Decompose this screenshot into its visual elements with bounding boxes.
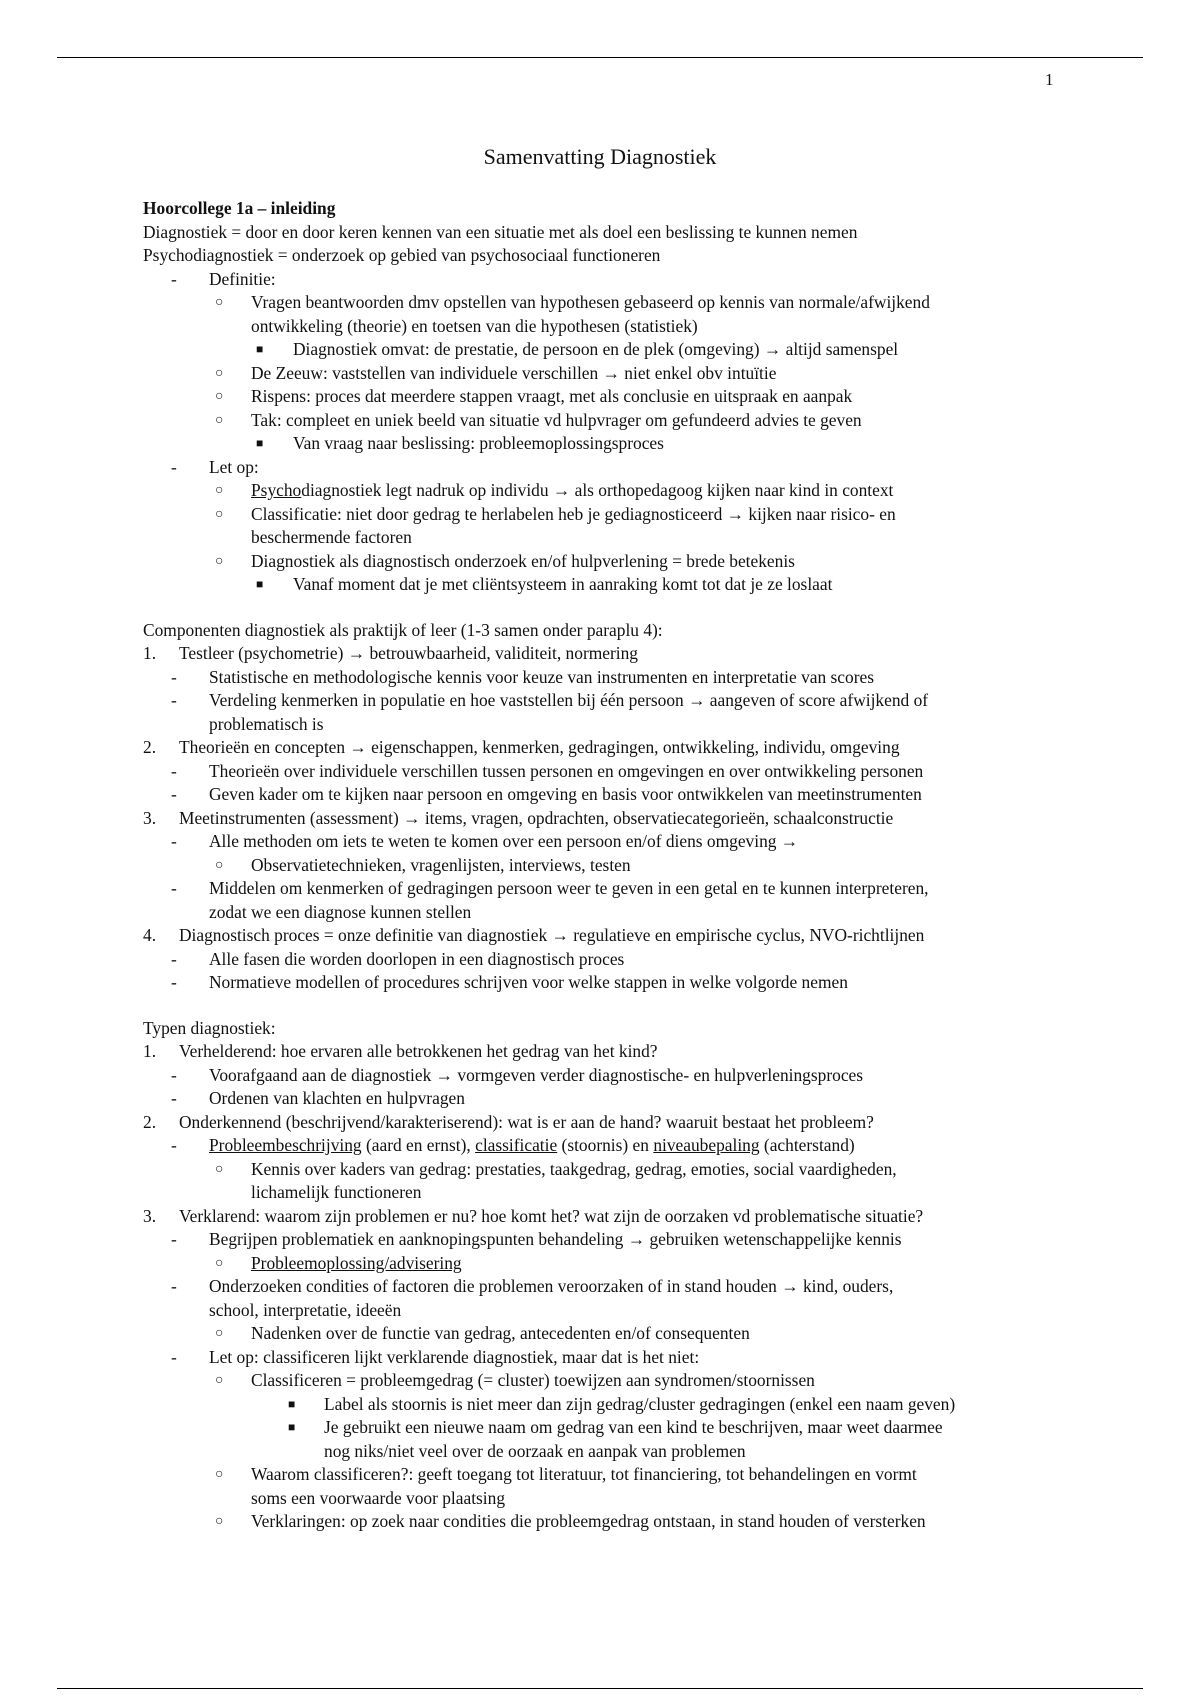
list-item	[143, 1416, 1143, 1440]
circle-bullet: ○	[215, 1255, 224, 1271]
dash-bullet: -	[171, 831, 177, 851]
list-item-continuation: school, interpretatie, ideeën	[209, 1299, 402, 1320]
list-item-text: diagnostiek legt nadruk op individu → als orthopedagoog kijken naar kind in context	[301, 480, 894, 500]
list-item-continuation: beschermende factoren	[251, 527, 412, 547]
list-item	[143, 1228, 1143, 1252]
dash-bullet: -	[171, 760, 177, 781]
list-item	[143, 385, 1143, 409]
dash-bullet: -	[171, 456, 177, 477]
list-item	[143, 409, 1143, 433]
list-item-text: Diagnostiek als diagnostisch onderzoek en/of hulpverlening = brede betekenis	[251, 550, 795, 571]
list-item	[143, 338, 1143, 362]
dash-bullet: -	[171, 268, 177, 289]
list-item-text: Classificatie: niet door gedrag te herlabelen heb je gediagnosticeerd → kijken naar risico- en	[251, 503, 896, 524]
item-number: 3.	[143, 807, 157, 828]
numbered-item	[143, 924, 1143, 948]
dash-bullet: -	[171, 1088, 177, 1108]
dash-bullet: -	[171, 1346, 177, 1367]
numbered-item	[143, 642, 1143, 666]
list-item	[143, 573, 1143, 597]
section-heading: Hoorcollege 1a – inleiding	[143, 198, 336, 218]
list-item-text: De Zeeuw: vaststellen van individuele verschillen → niet enkel obv intuïtie	[251, 362, 777, 383]
list-item-text: Geven kader om te kijken naar persoon en omgeving en basis voor ontwikkelen van meetinstrumenten	[209, 784, 922, 804]
dash-bullet: -	[171, 1135, 177, 1155]
list-item-text: Diagnostiek omvat: de prestatie, de persoon en de plek (omgeving) → altijd samenspel	[293, 339, 899, 359]
list-item	[143, 1134, 1143, 1158]
dash-bullet: -	[171, 690, 177, 710]
list-item-text: Middelen om kenmerken of gedragingen persoon weer te geven in een getal en te kunnen interpreteren,	[209, 878, 929, 898]
numbered-item	[143, 807, 1143, 831]
list-item	[143, 1158, 1143, 1182]
list-item	[143, 666, 1143, 690]
bottom-rule	[57, 1688, 1143, 1689]
document-title: Samenvatting Diagnostiek	[483, 144, 717, 169]
dash-bullet: -	[171, 666, 177, 687]
item-number: 1.	[143, 1041, 157, 1061]
list-item	[143, 854, 1143, 878]
list-item-text: Onderzoeken condities of factoren die problemen veroorzaken of in stand houden → kind, ouders,	[209, 1276, 894, 1296]
list-item-text: Verklarend: waarom zijn problemen er nu? hoe komt het? wat zijn de oorzaken vd problematische situatie?	[179, 1205, 924, 1226]
list-item	[143, 1510, 1143, 1534]
item-number: 1.	[143, 643, 157, 663]
list-item-text: Label als stoornis is niet meer dan zijn gedrag/cluster gedragingen (enkel een naam geven)	[324, 1393, 956, 1414]
list-item-text: Rispens: proces dat meerdere stappen vraagt, met als conclusie en uitspraak en aanpak	[251, 386, 853, 406]
list-item-text: Meetinstrumenten (assessment) → items, vragen, opdrachten, observatiecategorieën, schaalconstructie	[179, 807, 894, 828]
list-item-text: Onderkennend (beschrijvend/karakteriserend): wat is er aan de hand? waaruit bestaat het probleem?	[179, 1111, 874, 1132]
list-item-text: Vanaf moment dat je met cliëntsysteem in aanraking komt tot dat je ze loslaat	[293, 574, 833, 594]
list-item	[143, 948, 1143, 972]
circle-bullet: ○	[215, 506, 224, 522]
document-body	[143, 197, 1143, 1534]
list-item-continuation: zodat we een diagnose kunnen stellen	[209, 901, 472, 922]
circle-bullet: ○	[215, 857, 224, 873]
square-bullet: ■	[256, 342, 264, 356]
top-rule	[57, 57, 1143, 58]
list-item	[143, 268, 1143, 292]
circle-bullet: ○	[215, 1514, 224, 1529]
circle-bullet: ○	[215, 389, 224, 404]
list-item-text: Verklaringen: op zoek naar condities die probleemgedrag ontstaan, in stand houden of versterken	[251, 1511, 926, 1531]
paragraph-line: Typen diagnostiek:	[143, 1017, 276, 1038]
dash-bullet: -	[171, 1229, 177, 1249]
list-item	[143, 550, 1143, 574]
list-item	[143, 1322, 1143, 1346]
list-item-text: Van vraag naar beslissing: probleemoplossingsproces	[293, 433, 664, 453]
list-item	[143, 1393, 1143, 1417]
item-number: 2.	[143, 1111, 157, 1132]
list-item-text: Voorafgaand aan de diagnostiek → vormgeven verder diagnostische- en hulpverleningsproces	[209, 1064, 864, 1085]
list-item	[143, 291, 1143, 315]
list-item	[143, 760, 1143, 784]
list-item	[143, 1252, 1143, 1276]
list-item-text: (stoornis) en	[557, 1135, 654, 1155]
circle-bullet: ○	[215, 483, 224, 498]
square-bullet: ■	[256, 577, 264, 591]
numbered-item	[143, 736, 1143, 760]
circle-bullet: ○	[215, 1326, 224, 1341]
list-item	[143, 689, 1143, 713]
underlined-text: Probleembeschrijving	[209, 1135, 362, 1155]
circle-bullet: ○	[215, 553, 224, 569]
list-item	[143, 432, 1143, 456]
list-item-text: Definitie:	[209, 268, 276, 289]
circle-bullet: ○	[215, 1161, 224, 1177]
dash-bullet: -	[171, 972, 177, 992]
list-item-text: Verhelderend: hoe ervaren alle betrokkenen het gedrag van het kind?	[179, 1041, 658, 1061]
circle-bullet: ○	[215, 412, 224, 428]
list-item	[143, 830, 1143, 854]
underlined-text: niveaubepaling	[653, 1135, 760, 1155]
numbered-item	[143, 1111, 1143, 1135]
item-number: 3.	[143, 1205, 157, 1226]
circle-bullet: ○	[215, 295, 224, 310]
list-item-text: Tak: compleet en uniek beeld van situatie vd hulpvrager om gefundeerd advies te geven	[251, 409, 862, 430]
dash-bullet: -	[171, 1064, 177, 1085]
list-item-text: Nadenken over de functie van gedrag, antecedenten en/of consequenten	[251, 1323, 750, 1343]
list-item	[143, 1275, 1143, 1299]
list-item-text: Diagnostisch proces = onze definitie van diagnostiek → regulatieve en empirische cyclus, NVO-richtlijnen	[179, 925, 925, 945]
dash-bullet: -	[171, 878, 177, 898]
page-number: 1	[1045, 70, 1054, 89]
paragraph-line: Componenten diagnostiek als praktijk of leer (1-3 samen onder paraplu 4):	[143, 619, 663, 640]
list-item	[143, 479, 1143, 503]
list-item-text: Begrijpen problematiek en aanknopingspunten behandeling → gebruiken wetenschappelijke kennis	[209, 1229, 902, 1249]
list-item-text: Theorieën en concepten → eigenschappen, kenmerken, gedragingen, ontwikkeling, individu, omgeving	[179, 737, 900, 757]
list-item-text: Verdeling kenmerken in populatie en hoe vaststellen bij één persoon → aangeven of score afwijkend of	[209, 690, 929, 710]
dash-bullet: -	[171, 1276, 177, 1296]
numbered-item	[143, 1205, 1143, 1229]
list-item	[143, 783, 1143, 807]
list-item-text: Classificeren = probleemgedrag (= cluster) toewijzen aan syndromen/stoornissen	[251, 1370, 815, 1390]
underlined-text: Psycho	[251, 480, 302, 500]
list-item-text: Ordenen van klachten en hulpvragen	[209, 1088, 465, 1108]
list-item-text: Statistische en methodologische kennis voor keuze van instrumenten en interpretatie van scores	[209, 666, 874, 687]
list-item	[143, 1346, 1143, 1370]
circle-bullet: ○	[215, 1467, 224, 1482]
list-item-text: Theorieën over individuele verschillen tussen personen en omgevingen en over ontwikkeling personen	[209, 760, 924, 781]
item-number: 4.	[143, 925, 157, 945]
list-item-text: Kennis over kaders van gedrag: prestaties, taakgedrag, gedrag, emoties, social vaardigheden,	[251, 1158, 897, 1179]
list-item-continuation: ontwikkeling (theorie) en toetsen van die hypothesen (statistiek)	[251, 315, 698, 336]
list-item-text: Je gebruikt een nieuwe naam om gedrag van een kind te beschrijven, maar weet daarmee	[324, 1417, 943, 1437]
list-item	[143, 971, 1143, 995]
dash-bullet: -	[171, 784, 177, 804]
list-item	[143, 1369, 1143, 1393]
square-bullet: ■	[288, 1396, 296, 1411]
underlined-text: classificatie	[475, 1135, 558, 1155]
list-item-text: Let op: classificeren lijkt verklarende diagnostiek, maar dat is het niet:	[209, 1346, 700, 1367]
list-item	[143, 877, 1143, 901]
list-item-text: (achterstand)	[759, 1135, 855, 1155]
list-item	[143, 456, 1143, 480]
numbered-item	[143, 1040, 1143, 1064]
list-item-text: Waarom classificeren?: geeft toegang tot literatuur, tot financiering, tot behandelingen en vormt	[251, 1464, 917, 1484]
list-item-continuation: lichamelijk functioneren	[251, 1182, 422, 1202]
paragraph-line: Diagnostiek = door en door keren kennen van een situatie met als doel een beslissing te kunnen nemen	[143, 221, 858, 242]
list-item-continuation: nog niks/niet veel over de oorzaak en aanpak van problemen	[324, 1440, 746, 1461]
list-item-text: Testleer (psychometrie) → betrouwbaarheid, validiteit, normering	[179, 643, 638, 663]
spacer	[143, 995, 1143, 1017]
list-item	[143, 1463, 1143, 1487]
circle-bullet: ○	[215, 365, 224, 381]
list-item-continuation: problematisch is	[209, 713, 324, 734]
dash-bullet: -	[171, 948, 177, 969]
item-number: 2.	[143, 737, 157, 757]
list-item	[143, 1064, 1143, 1088]
list-item-text: Let op:	[209, 456, 259, 477]
list-item-text: (aard en ernst),	[361, 1135, 476, 1155]
underlined-text: Probleemoplossing/advisering	[251, 1252, 462, 1273]
paragraph-line: Psychodiagnostiek = onderzoek op gebied van psychosociaal functioneren	[143, 245, 661, 265]
list-item-text: Alle fasen die worden doorlopen in een diagnostisch proces	[209, 948, 625, 969]
spacer	[143, 597, 1143, 619]
list-item-text: Vragen beantwoorden dmv opstellen van hypothesen gebaseerd op kennis van normale/afwijkend	[251, 292, 930, 312]
circle-bullet: ○	[215, 1373, 224, 1388]
list-item-text: Observatietechnieken, vragenlijsten, interviews, testen	[251, 854, 631, 875]
square-bullet: ■	[288, 1420, 296, 1434]
square-bullet: ■	[256, 436, 264, 450]
list-item	[143, 503, 1143, 527]
list-item	[143, 362, 1143, 386]
list-item-text: Alle methoden om iets te weten te komen over een persoon en/of diens omgeving →	[209, 831, 799, 851]
list-item-continuation: soms een voorwaarde voor plaatsing	[251, 1487, 506, 1508]
list-item-text: Normatieve modellen of procedures schrijven voor welke stappen in welke volgorde nemen	[209, 972, 848, 992]
list-item	[143, 1087, 1143, 1111]
